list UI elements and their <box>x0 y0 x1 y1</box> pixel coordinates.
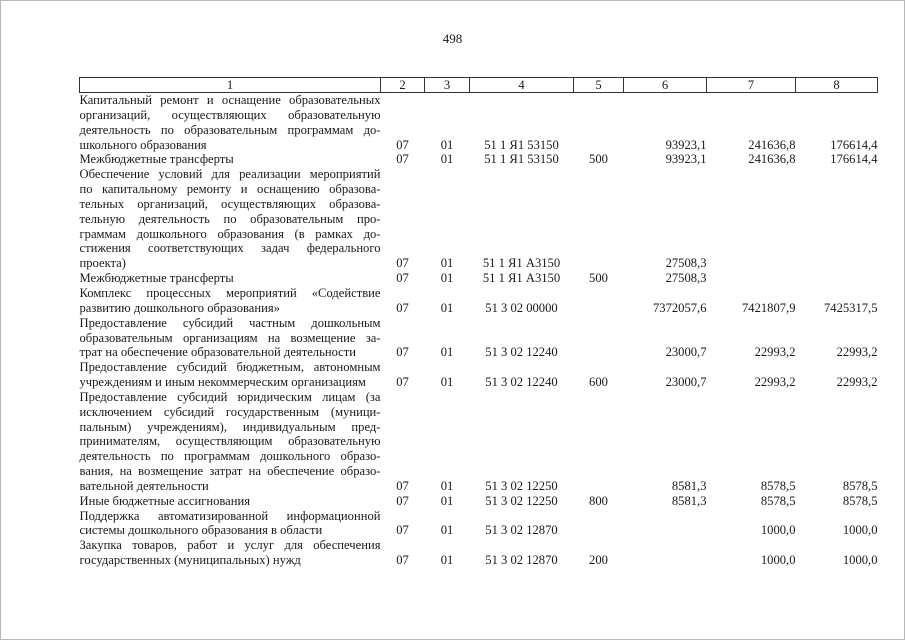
amount-year1-cell: 93923,1 <box>665 152 707 167</box>
subsection-cell: 01 <box>440 493 454 508</box>
section-cell: 07 <box>396 553 409 568</box>
expense-type-cell <box>574 167 624 271</box>
amount-year3-cell: 22993,2 <box>836 375 878 390</box>
amount-year2-cell: 1000,0 <box>760 553 796 568</box>
table-header-row <box>80 78 878 93</box>
description-line: исключением субсидий государственным (муници- <box>79 404 381 419</box>
header-col-7: 7 <box>707 78 796 93</box>
subsection-cell: 01 <box>440 300 454 315</box>
table-row <box>80 93 878 153</box>
table-row <box>80 538 878 568</box>
description-cell <box>80 316 381 361</box>
table-row <box>80 494 878 509</box>
amount-year1-cell: 8581,3 <box>671 493 707 508</box>
amount-year3-cell: 1000,0 <box>842 523 878 538</box>
section-cell: 07 <box>396 523 409 538</box>
amount-year3-cell: 8578,5 <box>842 493 878 508</box>
table-row <box>80 167 878 271</box>
target-article-cell: 51 1 Я1 53150 <box>484 152 559 167</box>
description-cell <box>80 167 381 271</box>
description-line: вания, на возмещение затрат на обеспечение образо- <box>79 464 381 479</box>
amount-year2-cell: 241636,8 <box>748 137 796 152</box>
table-row <box>80 286 878 316</box>
description-line: Межбюджетные трансферты <box>79 271 234 286</box>
description-line: образовательным организациям на возмещение за- <box>79 330 381 345</box>
description-cell <box>80 509 381 539</box>
budget-table <box>79 77 878 568</box>
header-col-4: 4 <box>470 78 574 93</box>
section-cell: 07 <box>396 152 409 167</box>
description-line: принимателям, осуществляющим образовательную <box>79 434 381 449</box>
header-col-3: 3 <box>425 78 470 93</box>
section-cell: 07 <box>396 271 409 286</box>
amount-year3-cell: 22993,2 <box>836 345 878 360</box>
header-col-2: 2 <box>381 78 425 93</box>
description-line: Закупка товаров, работ и услуг для обеспечения <box>79 538 381 553</box>
section-cell: 07 <box>396 345 409 360</box>
table-row <box>80 316 878 361</box>
description-line: деятельность по программам дошкольного образо- <box>79 449 381 464</box>
amount-year3-cell: 176614,4 <box>830 137 878 152</box>
description-line: деятельность по образовательным программам до- <box>79 122 381 137</box>
description-line: организаций, осуществляющих образовательную <box>79 107 381 122</box>
amount-year1-cell: 27508,3 <box>665 256 707 271</box>
description-line: граммам дошкольного образования (в рамках до- <box>79 226 381 241</box>
expense-type-cell: 600 <box>589 375 608 390</box>
expense-type-cell: 800 <box>589 493 608 508</box>
description-line: развитию дошкольного образования» <box>79 300 280 315</box>
target-article-cell: 51 3 02 12870 <box>485 523 558 538</box>
subsection-cell: 01 <box>440 523 454 538</box>
subsection-cell: 01 <box>440 152 454 167</box>
subsection-cell: 01 <box>440 375 454 390</box>
description-line: Иные бюджетные ассигнования <box>79 493 251 508</box>
section-cell: 07 <box>396 478 409 493</box>
description-line: Межбюджетные трансферты <box>79 152 234 167</box>
description-line: Поддержка автоматизированной информационной <box>79 508 381 523</box>
amount-year1-cell: 7372057,6 <box>652 300 707 315</box>
subsection-cell: 01 <box>440 271 454 286</box>
amount-year1-cell: 23000,7 <box>665 345 707 360</box>
amount-year2-cell: 8578,5 <box>760 478 796 493</box>
section-cell: 07 <box>396 375 409 390</box>
amount-year2-cell <box>707 271 796 286</box>
amount-year2-cell: 22993,2 <box>754 375 796 390</box>
description-line: стижения соответствующих задач федерального <box>79 241 381 256</box>
description-cell <box>80 93 381 153</box>
header-col-6: 6 <box>624 78 707 93</box>
expense-type-cell <box>574 286 624 316</box>
amount-year3-cell: 7425317,5 <box>823 300 878 315</box>
table-row <box>80 509 878 539</box>
table-row <box>80 271 878 286</box>
target-article-cell: 51 1 Я1 А3150 <box>482 256 561 271</box>
description-line: учреждениям и иным некоммерческим организациям <box>79 375 366 390</box>
target-article-cell: 51 1 Я1 53150 <box>484 137 559 152</box>
header-col-5: 5 <box>574 78 624 93</box>
description-line: Капитальный ремонт и оснащение образовательных <box>79 93 381 107</box>
description-line: государственных (муниципальных) нужд <box>79 553 301 568</box>
description-cell <box>80 271 381 286</box>
target-article-cell: 51 3 02 00000 <box>485 300 558 315</box>
amount-year1-cell: 23000,7 <box>665 375 707 390</box>
description-cell <box>80 390 381 494</box>
amount-year1-cell <box>624 509 707 539</box>
expense-type-cell: 500 <box>589 271 608 286</box>
description-line: по капитальному ремонту и оснащению образова- <box>79 182 381 197</box>
description-cell <box>80 494 381 509</box>
description-cell <box>80 360 381 390</box>
table-row <box>80 390 878 494</box>
description-line: вательной деятельности <box>79 478 209 493</box>
section-cell: 07 <box>396 256 409 271</box>
description-line: Предоставление субсидий юридическим лицам (за <box>79 389 381 404</box>
amount-year3-cell: 1000,0 <box>842 553 878 568</box>
amount-year3-cell <box>796 271 878 286</box>
target-article-cell: 51 1 Я1 А3150 <box>482 271 561 286</box>
section-cell: 07 <box>396 137 409 152</box>
amount-year1-cell <box>624 538 707 568</box>
description-line: школьного образования <box>79 137 207 152</box>
subsection-cell: 01 <box>440 345 454 360</box>
description-line: тельных организаций, осуществляющих образова- <box>79 196 381 211</box>
amount-year1-cell: 8581,3 <box>671 478 707 493</box>
description-line: трат на обеспечение образовательной деятельности <box>79 345 357 360</box>
expense-type-cell <box>574 93 624 153</box>
description-line: пальным) учреждениям), индивидуальным пред- <box>79 419 381 434</box>
amount-year1-cell: 27508,3 <box>665 271 707 286</box>
amount-year3-cell: 8578,5 <box>842 478 878 493</box>
target-article-cell: 51 3 02 12240 <box>485 345 558 360</box>
target-article-cell: 51 3 02 12870 <box>485 553 558 568</box>
expense-type-cell: 500 <box>589 152 608 167</box>
expense-type-cell <box>574 316 624 361</box>
amount-year2-cell: 8578,5 <box>760 493 796 508</box>
amount-year2-cell: 7421807,9 <box>741 300 796 315</box>
table-body <box>80 93 878 569</box>
description-line: Предоставление субсидий частным дошкольным <box>79 315 381 330</box>
description-line: тельную деятельность по образовательным про- <box>79 211 381 226</box>
expense-type-cell: 200 <box>589 553 608 568</box>
expense-type-cell <box>574 390 624 494</box>
subsection-cell: 01 <box>440 137 454 152</box>
expense-type-cell <box>574 509 624 539</box>
header-col-8: 8 <box>796 78 878 93</box>
description-line: Обеспечение условий для реализации мероприятий <box>79 167 381 182</box>
description-cell <box>80 152 381 167</box>
section-cell: 07 <box>396 300 409 315</box>
target-article-cell: 51 3 02 12250 <box>485 478 558 493</box>
description-cell <box>80 286 381 316</box>
description-line: Комплекс процессных мероприятий «Содействие <box>79 285 381 300</box>
description-cell <box>80 538 381 568</box>
table-row <box>80 152 878 167</box>
page-number: 498 <box>442 31 463 46</box>
amount-year2-cell: 1000,0 <box>760 523 796 538</box>
amount-year1-cell: 93923,1 <box>665 137 707 152</box>
description-line: системы дошкольного образования в области <box>79 523 323 538</box>
subsection-cell: 01 <box>440 478 454 493</box>
section-cell: 07 <box>396 493 409 508</box>
target-article-cell: 51 3 02 12250 <box>485 493 558 508</box>
amount-year2-cell <box>707 167 796 271</box>
target-article-cell: 51 3 02 12240 <box>485 375 558 390</box>
table-row <box>80 360 878 390</box>
amount-year2-cell: 241636,8 <box>748 152 796 167</box>
amount-year2-cell: 22993,2 <box>754 345 796 360</box>
description-line: Предоставление субсидий бюджетным, автономным <box>79 360 381 375</box>
header-col-1: 1 <box>80 78 381 93</box>
amount-year3-cell: 176614,4 <box>830 152 878 167</box>
amount-year3-cell <box>796 167 878 271</box>
description-line: проекта) <box>79 256 126 271</box>
subsection-cell: 01 <box>440 553 454 568</box>
subsection-cell: 01 <box>440 256 454 271</box>
